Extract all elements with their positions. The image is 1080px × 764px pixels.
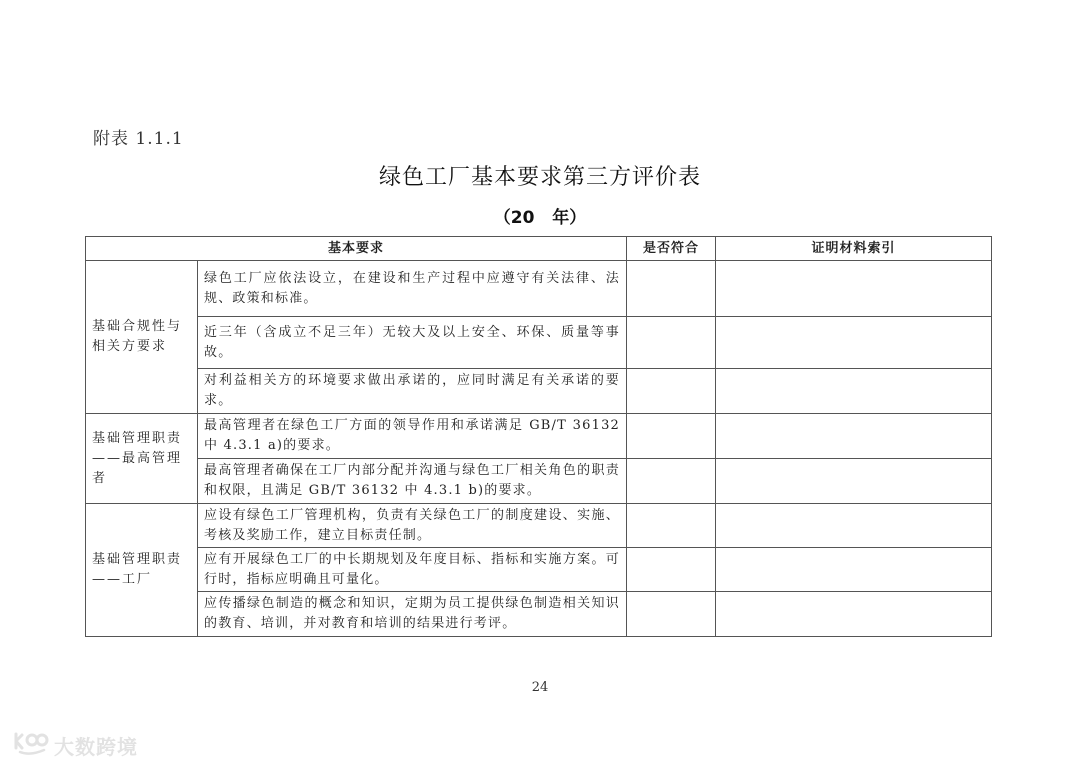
evidence-cell[interactable] xyxy=(716,504,992,548)
category-top-management: 基础管理职责——最高管理者 xyxy=(86,414,198,504)
compliance-cell[interactable] xyxy=(627,504,716,548)
year-line: （20 年） xyxy=(493,208,587,228)
compliance-cell[interactable] xyxy=(627,261,716,317)
requirement-cell: 近三年（含成立不足三年）无较大及以上安全、环保、质量等事故。 xyxy=(198,317,627,369)
compliance-cell[interactable] xyxy=(627,317,716,369)
evidence-cell[interactable] xyxy=(716,548,992,592)
requirement-cell: 应传播绿色制造的概念和知识，定期为员工提供绿色制造相关知识的教育、培训，并对教育和培训的结果进行考评。 xyxy=(198,592,627,637)
requirement-cell: 对利益相关方的环境要求做出承诺的，应同时满足有关承诺的要求。 xyxy=(198,369,627,414)
header-compliance: 是否符合 xyxy=(627,237,716,261)
evidence-cell[interactable] xyxy=(716,592,992,637)
requirement-cell: 应有开展绿色工厂的中长期规划及年度目标、指标和实施方案。可行时，指标应明确且可量化。 xyxy=(198,548,627,592)
compliance-cell[interactable] xyxy=(627,592,716,637)
evidence-cell[interactable] xyxy=(716,459,992,504)
requirement-cell: 最高管理者在绿色工厂方面的领导作用和承诺满足 GB/T 36132 中 4.3.1 a)的要求。 xyxy=(198,414,627,459)
compliance-cell[interactable] xyxy=(627,548,716,592)
table-row xyxy=(86,414,992,459)
category-compliance-stakeholder: 基础合规性与相关方要求 xyxy=(86,261,198,414)
evidence-cell[interactable] xyxy=(716,261,992,317)
table-header-row xyxy=(86,237,992,261)
evidence-cell[interactable] xyxy=(716,317,992,369)
evidence-cell[interactable] xyxy=(716,369,992,414)
header-basic-requirement: 基本要求 xyxy=(86,237,627,261)
table-row xyxy=(86,592,992,637)
watermark xyxy=(10,730,138,761)
evidence-cell[interactable] xyxy=(716,414,992,459)
table-row xyxy=(86,548,992,592)
requirement-cell: 绿色工厂应依法设立，在建设和生产过程中应遵守有关法律、法规、政策和标准。 xyxy=(198,261,627,317)
category-factory: 基础管理职责——工厂 xyxy=(86,504,198,637)
requirement-cell: 应设有绿色工厂管理机构，负责有关绿色工厂的制度建设、实施、考核及奖励工作，建立目标责任制。 xyxy=(198,504,627,548)
page-number: 24 xyxy=(531,680,549,695)
document-title: 绿色工厂基本要求第三方评价表 xyxy=(378,165,701,190)
requirement-cell: 最高管理者确保在工厂内部分配并沟通与绿色工厂相关角色的职责和权限，且满足 GB/T 36132 中 4.3.1 b)的要求。 xyxy=(198,459,627,504)
evaluation-table xyxy=(85,236,992,637)
compliance-cell[interactable] xyxy=(627,369,716,414)
compliance-cell[interactable] xyxy=(627,414,716,459)
compliance-cell[interactable] xyxy=(627,459,716,504)
header-evidence-index: 证明材料索引 xyxy=(716,237,992,261)
table-row xyxy=(86,261,992,317)
table-row xyxy=(86,317,992,369)
table-row xyxy=(86,504,992,548)
table-row xyxy=(86,369,992,414)
brand-logo-icon xyxy=(10,730,50,761)
watermark-text: 大数跨境 xyxy=(54,735,138,759)
table-row xyxy=(86,459,992,504)
annex-label: 附表 1.1.1 xyxy=(93,129,184,149)
